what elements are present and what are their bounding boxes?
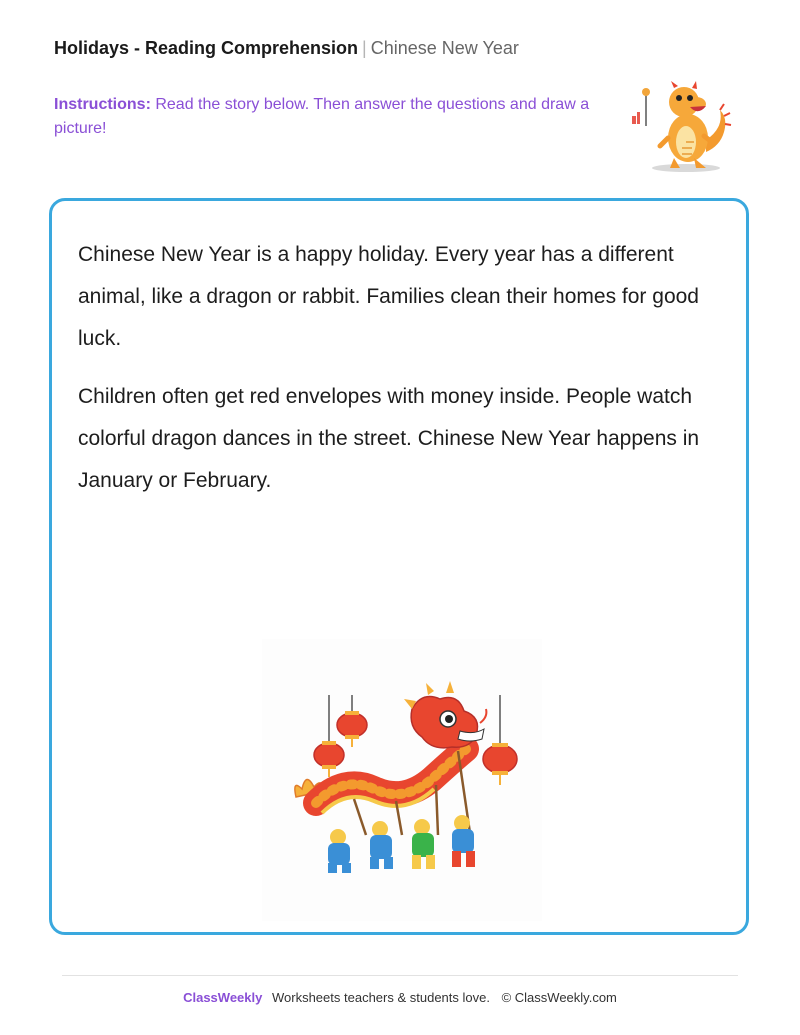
page-title: Holidays - Reading Comprehension <box>54 38 359 58</box>
worksheet-header <box>54 37 519 59</box>
instructions-lead: Instructions: <box>54 96 151 113</box>
dragon-dance-illustration <box>262 639 542 921</box>
footer-copyright: © ClassWeekly.com <box>501 990 617 1005</box>
story-text <box>78 234 708 518</box>
lantern-pole-icon <box>632 88 650 126</box>
instructions-text: Read the story below. Then answer the questions and draw a picture! <box>54 96 590 137</box>
footer-tagline: Worksheets teachers & students love. <box>271 990 490 1005</box>
instructions <box>54 93 614 141</box>
story-paragraph: Children often get red envelopes with money inside. People watch colorful dragon dances in the street. Chinese New Year happens in January or February. <box>78 385 700 492</box>
footer <box>0 990 800 1005</box>
footer-brand: ClassWeekly <box>183 990 263 1005</box>
footer-divider <box>62 975 738 976</box>
corner-dragon-illustration <box>624 80 734 175</box>
story-paragraph: Chinese New Year is a happy holiday. Every year has a different animal, like a dragon or rabbit. Families clean their homes for good luck. <box>78 243 699 350</box>
page-subtitle: Chinese New Year <box>370 38 519 58</box>
title-separator: | <box>362 38 367 58</box>
story-box <box>49 198 749 935</box>
dragon-icon <box>652 81 731 172</box>
